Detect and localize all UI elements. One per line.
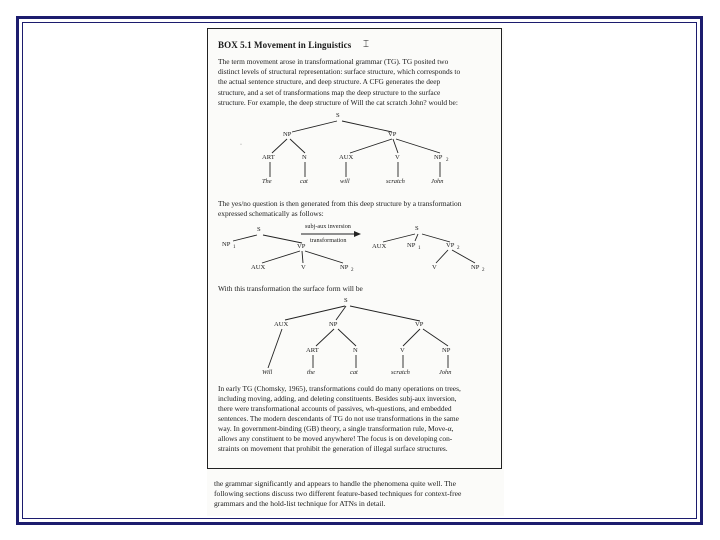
surface-line: With this transformation the surface form will be <box>218 284 363 293</box>
deep-node-np2: NP <box>434 154 443 161</box>
deep-node-v: V <box>395 154 400 161</box>
closing-line: In early TG (Chomsky, 1965), transformations could do many operations on trees, <box>218 384 461 393</box>
right-node-s: S <box>415 225 419 232</box>
left-node-np2: NP <box>340 264 349 271</box>
closing-line: straints on movement that prohibit the generation of illegal surface structures. <box>218 444 448 453</box>
body-line: grammars and the hold-list technique for ATNs in detail. <box>214 499 386 508</box>
surface-node-art: ART <box>306 347 319 354</box>
deep-node-s: S <box>336 112 340 119</box>
closing-line: allows any constituent to be moved anywhere! The focus is on developing con- <box>218 434 453 443</box>
surface-node-v: V <box>400 347 405 354</box>
intro-line: structure. For example, the deep structure of Will the cat scratch John? would be: <box>218 98 458 107</box>
surface-node-np2: NP <box>442 347 451 354</box>
deep-word-cat: cat <box>300 178 308 185</box>
right-node-np1: NP <box>407 242 416 249</box>
surface-word-will: Will <box>262 369 273 376</box>
intro-line: structure, and a set of transformations map the deep structure to the surface <box>218 88 441 97</box>
speck-mark: · <box>240 142 242 148</box>
surface-structure-branches <box>268 306 451 368</box>
box-title: BOX 5.1 Movement in Linguistics <box>218 40 352 50</box>
deep-word-will: will <box>340 178 350 185</box>
left-node-np2-subscript: 2 <box>351 268 354 273</box>
surface-node-s: S <box>344 297 348 304</box>
deep-word-the: The <box>262 178 272 185</box>
surface-word-john: John <box>439 369 452 376</box>
closing-line: there were transformational accounts of passives, wh-questions, and embedded <box>218 404 452 413</box>
closing-line: including moving, adding, and deleting constituents. Besides subj-aux inversion, <box>218 394 457 403</box>
surface-word-scratch: scratch <box>391 369 410 376</box>
middle-line: The yes/no question is then generated from this deep structure by a transformation <box>218 199 462 208</box>
left-node-s: S <box>257 226 261 233</box>
left-node-vp: VP <box>297 243 306 250</box>
right-node-aux: AUX <box>372 243 387 250</box>
surface-word-the: the <box>307 369 315 376</box>
left-node-v: V <box>301 264 306 271</box>
left-node-aux: AUX <box>251 264 266 271</box>
deep-node-aux: AUX <box>339 154 354 161</box>
intro-line: the actual sentence structure, and deep structure. A CFG generates the deep <box>218 77 441 86</box>
middle-line: expressed schematically as follows: <box>218 209 324 218</box>
surface-node-n: N <box>353 347 358 354</box>
deep-node-n: N <box>302 154 307 161</box>
right-node-np2-subscript: 2 <box>482 268 485 273</box>
deep-word-john: John <box>431 178 444 185</box>
arrow-label-bottom: transformation <box>310 237 347 244</box>
left-node-np1-subscript: 1 <box>233 245 236 250</box>
right-node-vp-subscript: 2 <box>457 246 460 251</box>
right-node-vp: VP <box>446 242 455 249</box>
deep-node-np2-subscript: 2 <box>446 158 449 163</box>
cursor-mark: ⌶ <box>363 39 369 50</box>
right-node-np2: NP <box>471 264 480 271</box>
deep-node-np: NP <box>283 131 292 138</box>
transformation-right-branches <box>383 234 475 263</box>
closing-line: sentences. The modern descendants of TG do not use transformations in the same <box>218 414 459 423</box>
surface-node-aux: AUX <box>274 321 289 328</box>
surface-word-cat: cat <box>350 369 358 376</box>
closing-line: way. In government-binding (GB) theory, a single transformation rule, Move-α, <box>218 424 454 433</box>
surface-node-np: NP <box>329 321 338 328</box>
right-node-v: V <box>432 264 437 271</box>
deep-structure-branches <box>270 121 443 177</box>
surface-node-vp: VP <box>415 321 424 328</box>
body-line: the grammar significantly and appears to handle the phenomena quite well. The <box>214 479 456 488</box>
arrow-label-top: subj-aux inversion <box>305 223 351 230</box>
left-node-np1: NP <box>222 241 231 248</box>
deep-word-scratch: scratch <box>386 178 405 185</box>
intro-line: The term movement arose in transformational grammar (TG). TG posited two <box>218 57 449 66</box>
body-line: following sections discuss two different feature-based techniques for context-free <box>214 489 462 498</box>
deep-node-art: ART <box>262 154 275 161</box>
right-node-np1-subscript: 1 <box>418 246 421 251</box>
intro-line: distinct levels of structural representation: surface structure, which corresponds to <box>218 67 461 76</box>
deep-node-vp: VP <box>388 131 397 138</box>
